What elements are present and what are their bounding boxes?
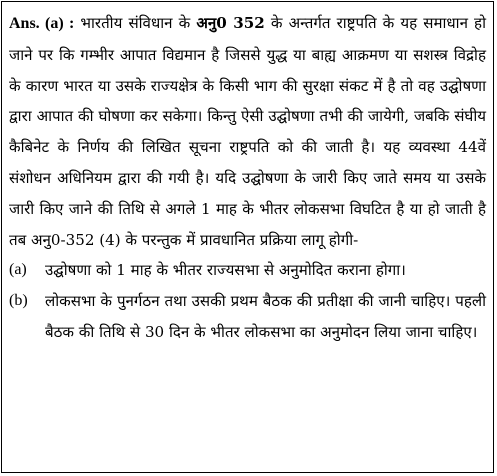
answer-text-start: भारतीय संविधान के [74, 14, 197, 32]
list-marker: (b) [9, 292, 28, 310]
list-item-a [9, 255, 486, 286]
answer-label: Ans. (a) : [9, 15, 75, 32]
list-item-text: उद्घोषणा को 1 माह के भीतर राज्यसभा से अनुमोदित कराना होगा। [45, 261, 406, 280]
answer-paragraph [9, 8, 486, 255]
list-item-b [9, 286, 486, 348]
answer-box [1, 1, 494, 473]
list-item-text: लोकसभा के पुनर्गठन तथा उसकी प्रथम बैठक की प्रतीक्षा की जानी चाहिए। पहली बैठक की तिथि से 30 दिन के भीतर लोकसभा का अनुमोदन लिया जाना चाहिए। [45, 292, 486, 341]
condition-list [9, 255, 486, 347]
list-marker: (a) [9, 261, 27, 279]
article-reference: अनु0 352 [196, 14, 265, 32]
answer-text-rest: के अन्तर्गत राष्ट्रपति के यह समाधान हो जाने पर कि गम्भीर आपात विद्यमान है जिससे युद्ध या बाह्य आक्रमण या सशस्त्र विद्रोह के कारण भारत या उसके राज्यक्षेत्र के किसी भाग की सुरक्षा संकट में है तो वह उद्घोषणा द्वारा आपात की घोषणा कर सकेगा। किन्तु ऐसी उद्घोषणा तभी की जायेगी, जबकि संघीय कैबिनेट के निर्णय की लिखित सूचना राष्ट्रपति को की जाती है। यह व्यवस्था 44वें संशोधन अधिनियम द्वारा की गयी है। यदि उद्घोषणा के जारी किए जाते समय या उसके जारी किए जाने की तिथि से अगले 1 माह के भीतर लोकसभा विघटित है या हो जाती है तब अनु0-352 (4) के परन्तुक में प्रावधानित प्रक्रिया लागू होगी- [9, 14, 486, 249]
